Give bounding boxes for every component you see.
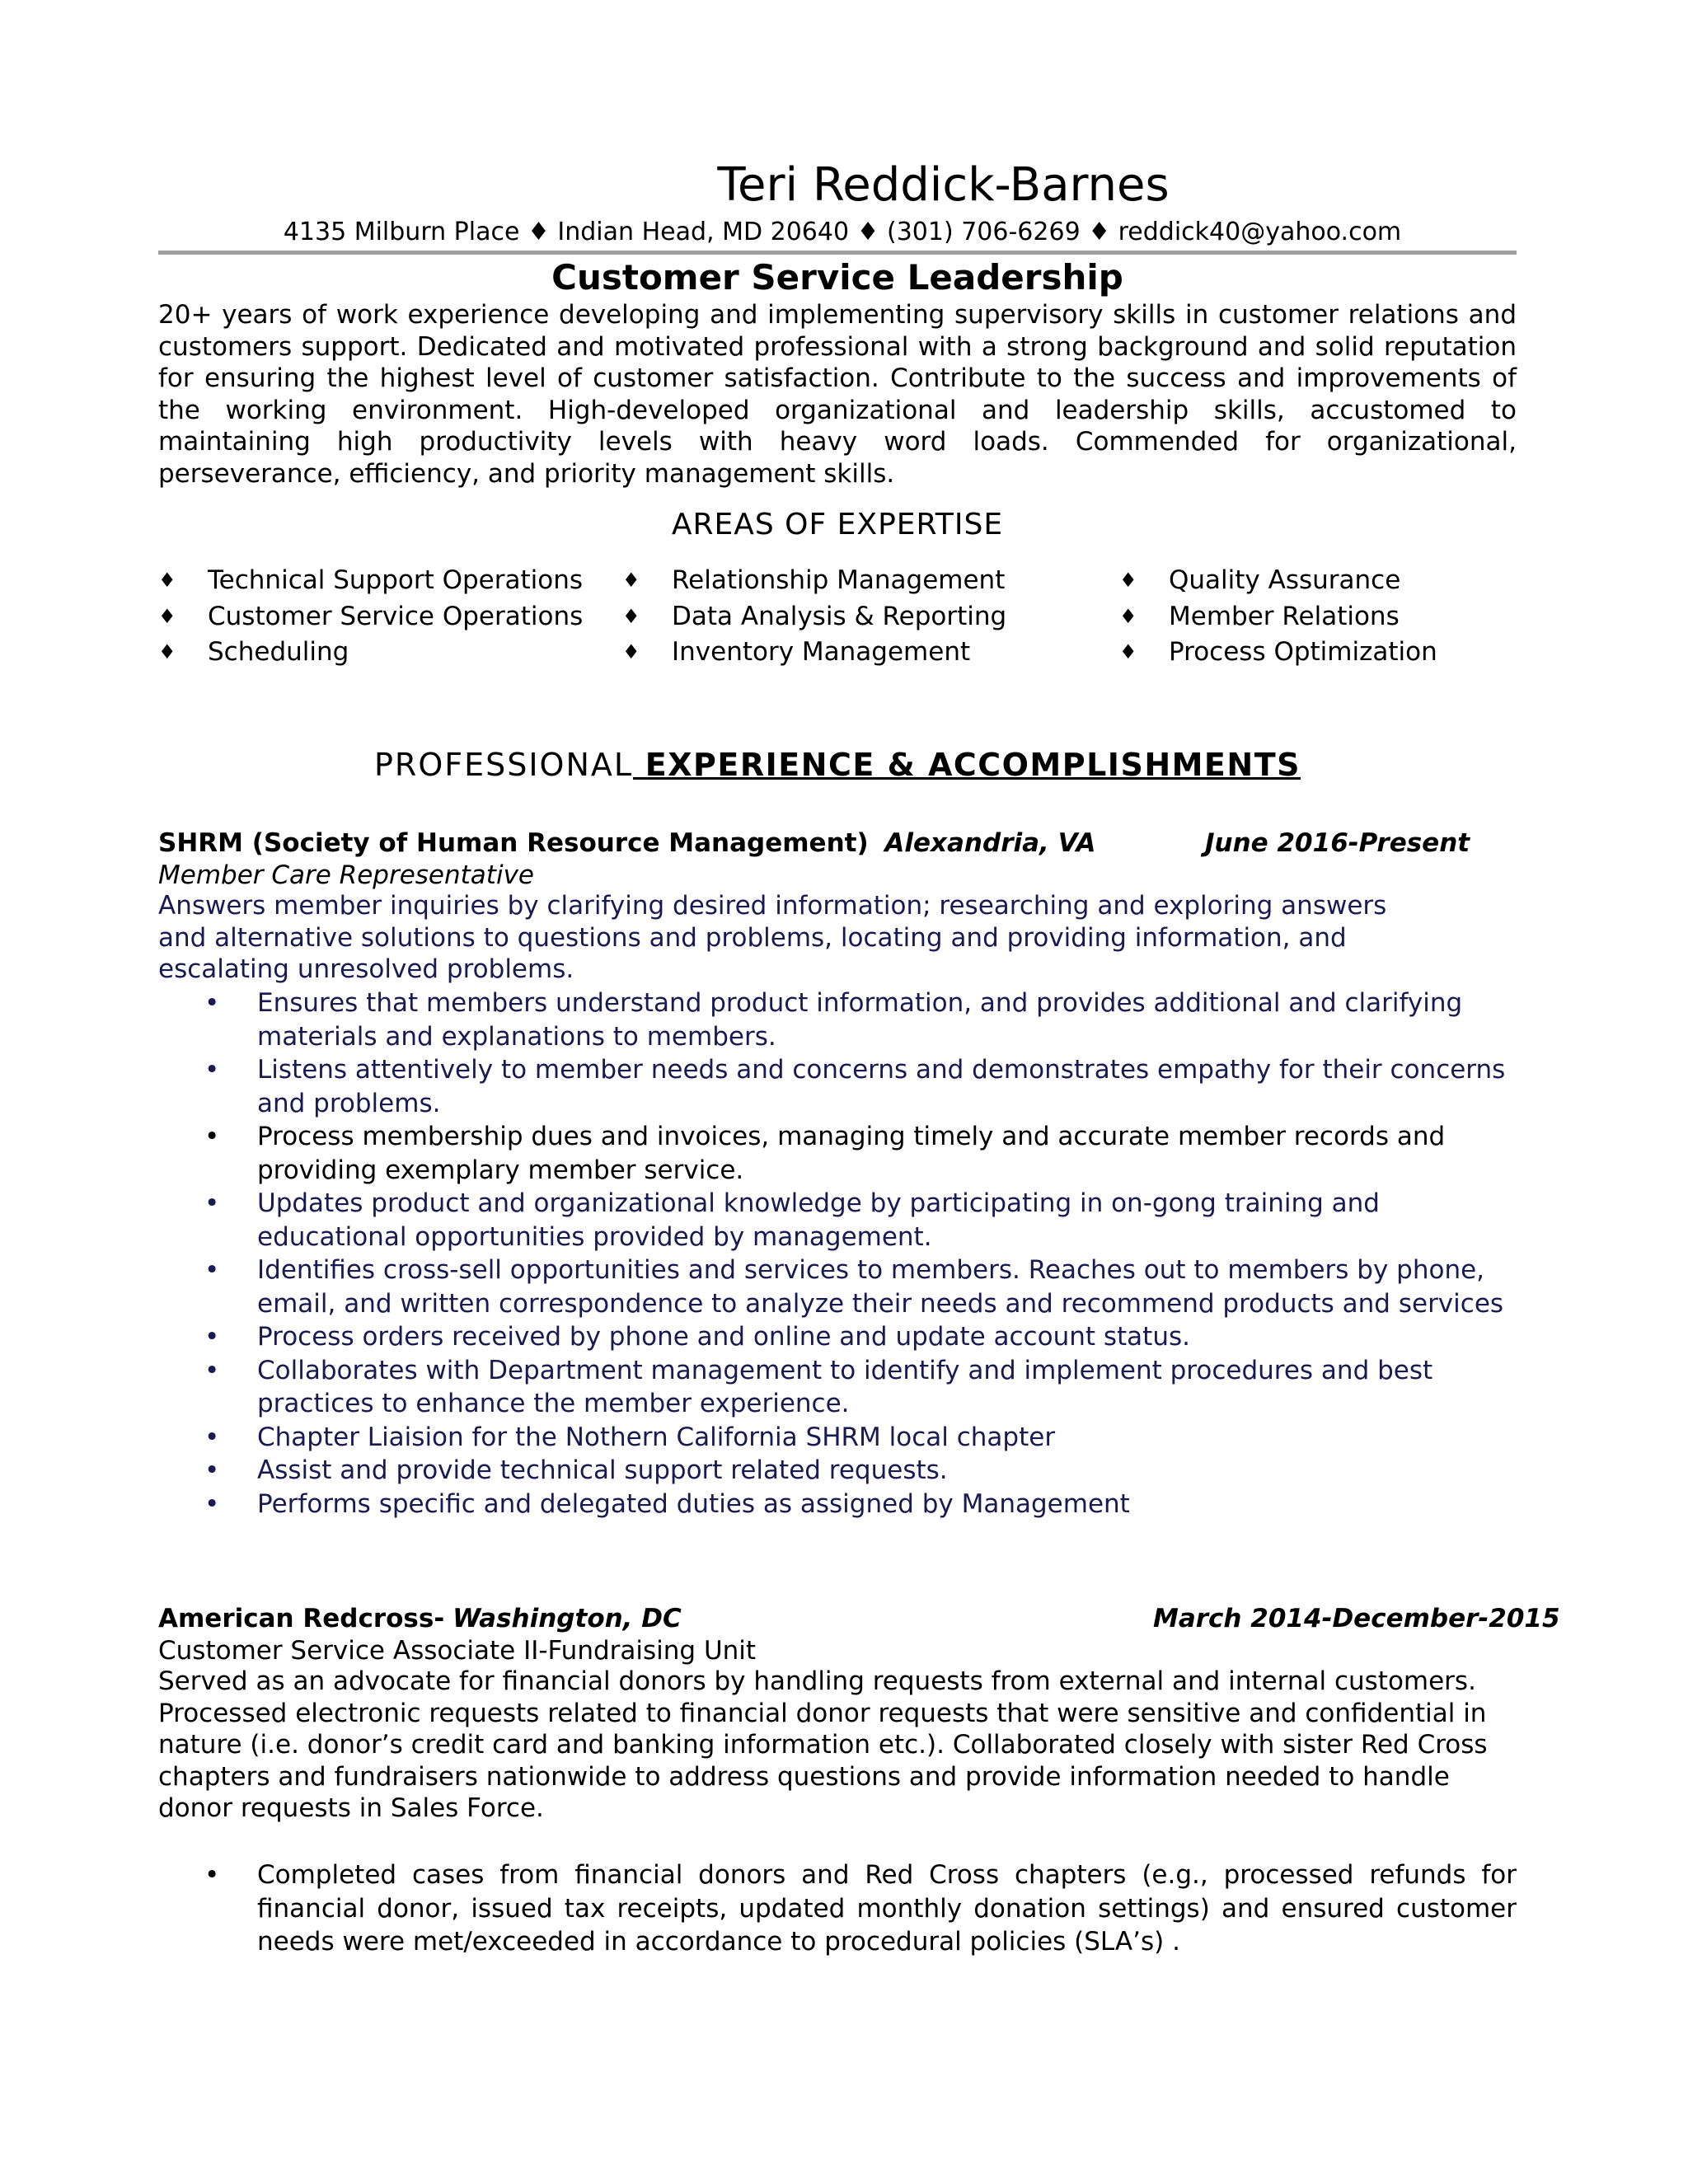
diamond-bullet-icon: ♦ [158,604,176,628]
bullet-icon: • [204,1488,220,1519]
job-2-organization: American Redcross- [158,1604,445,1633]
expertise-item: ♦ Inventory Management [622,635,1006,671]
expertise-item: ♦ Quality Assurance [1119,563,1437,599]
expertise-column-1 [158,563,583,671]
diamond-bullet-icon: ♦ [1119,604,1137,628]
bullet-icon: • [204,1355,220,1385]
bullet-icon: • [204,1422,220,1452]
list-item: • Chapter Liaision for the Nothern California SHRM local chapter [158,1421,1517,1455]
contact-line: 4135 Milburn Place ♦ Indian Head, MD 20640 ♦ (301) 706-6269 ♦ reddick40@yahoo.com [283,218,1402,246]
diamond-bullet-icon: ♦ [622,604,640,628]
list-item: • Performs specific and delegated duties as assigned by Management [158,1488,1517,1521]
diamond-bullet-icon: ♦ [622,569,640,592]
list-item: • Updates product and organizational knowledge by participating in on-gong training and educational opportunities provided by management. [204,1188,1380,1252]
candidate-name: Teri Reddick-Barnes [717,158,1170,212]
expertise-item: ♦ Scheduling [158,635,583,671]
summary-paragraph: 20+ years of work experience developing and implementing supervisory skills in customer relations and customers support. Dedicated and motivated professional with a strong background and solid reputation for ensuring the highest level of customer satisfaction. Contribute to the success and improvements of the working environment. High-developed organizational and leadership skills, accustomed to maintaining high productivity levels with heavy word loads. Commended for organizational, perseverance, efficiency, and priority management skills. [158,300,1517,489]
list-item: • Listens attentively to member needs and concerns and demonstrates empathy for their concerns and problems. [204,1055,1506,1118]
job-1-header [158,827,1517,860]
job-2-bullets [158,1858,1517,1959]
diamond-bullet-icon: ♦ [1119,569,1137,592]
bullet-icon: • [204,1122,220,1151]
diamond-bullet-icon: ♦ [622,640,640,663]
job-2-title: Customer Service Associate II-Fundraising Unit [158,1636,757,1666]
list-item: • Collaborates with Department management to identify and implement procedures and best practices to enhance the member experience. [204,1355,1433,1418]
list-item: • Process membership dues and invoices, managing timely and accurate member records and providing exemplary member service. [204,1122,1446,1185]
experience-heading: PROFESSIONAL EXPERIENCE & ACCOMPLISHMENTS [374,747,1301,783]
diamond-bullet-icon: ♦ [158,569,176,592]
list-item: • Assist and provide technical support related requests. [158,1454,1517,1488]
list-item: • Identifies cross-sell opportunities and services to members. Reaches out to members by phone, email, and written correspondence to analyze their needs and recommend products and services [204,1255,1504,1319]
bullet-icon: • [204,988,220,1018]
expertise-item: ♦ Data Analysis & Reporting [622,599,1006,635]
expertise-heading: AREAS OF EXPERTISE [671,508,1004,541]
expertise-item: ♦ Member Relations [1119,599,1437,635]
job-1-title: Member Care Representative [158,860,534,890]
job-2-location: Washington, DC [452,1604,682,1633]
diamond-bullet-icon: ♦ [1119,640,1137,663]
job-1-bullets [158,987,1517,1521]
expertise-item: ♦ Technical Support Operations [158,563,583,599]
job-2-date: March 2014-December-2015 [1153,1604,1560,1633]
expertise-item: ♦ Customer Service Operations [158,599,583,635]
job-2-description: Served as an advocate for financial donors by handling requests from external and internal customers. Processed electronic requests related to financial donor requests that were sensitive and confidential in nature (i.e. donor’s credit card and banking information etc.). Collaborated closely with sister Red Cross chapters and fundraisers nationwide to address questions and provide information needed to handle donor requests in Sales Force. [158,1666,1488,1823]
bullet-icon: • [204,1860,220,1890]
bullet-icon: • [204,1055,220,1085]
bullet-icon: • [204,1255,220,1285]
list-item: • Process orders received by phone and online and update account status. [158,1320,1517,1354]
expertise-item: ♦ Relationship Management [622,563,1006,599]
job-2-header [158,1602,1560,1635]
bullet-icon: • [204,1455,220,1485]
job-1-date: June 2016-Present [1205,828,1470,858]
headline: Customer Service Leadership [551,257,1123,298]
job-1-location: Alexandria, VA [884,828,1096,858]
bullet-icon: • [204,1322,220,1352]
list-item: • Completed cases from financial donors and Red Cross chapters (e.g., processed refunds for financial donor, issued tax receipts, updated monthly donation settings) and ensured customer needs were met/exceeded in accordance to procedural policies (SLA’s) . [204,1860,1517,1957]
bullet-icon: • [204,1188,220,1218]
expertise-item: ♦ Process Optimization [1119,635,1437,671]
expertise-column-2 [622,563,1006,671]
expertise-column-3 [1119,563,1437,671]
list-item: • Ensures that members understand product information, and provides additional and clarifying materials and explanations to members. [204,988,1463,1052]
job-1-description: Answers member inquiries by clarifying desired information; researching and exploring answers and alternative solutions to questions and problems, locating and providing information, and escalating unresolved problems. [158,891,1387,984]
diamond-bullet-icon: ♦ [158,640,176,663]
job-1-organization: SHRM (Society of Human Resource Management) [158,828,869,858]
